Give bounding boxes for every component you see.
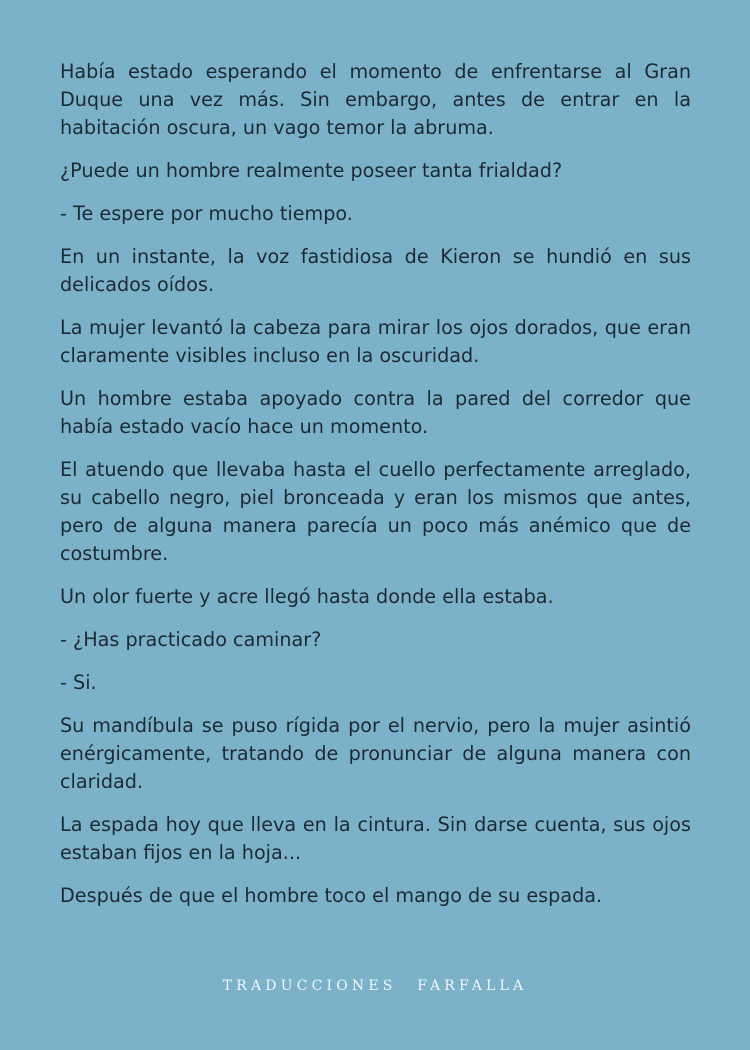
footer-credit: TRADUCCIONES FARFALLA [222,978,528,994]
paragraph: La espada hoy que lleva en la cintura. Sin darse cuenta, sus ojos estaban fijos en la hoja... [60,813,691,864]
dialogue-line: - Si. [60,671,97,694]
paragraph: Su mandíbula se puso rígida por el nervio, pero la mujer asintió enérgicamente, tratando de pronunciar de alguna manera con claridad. [60,714,691,793]
dialogue-line: - Te espere por mucho tiempo. [60,202,353,225]
dialogue-line: - ¿Has practicado caminar? [60,628,322,651]
story-text [60,58,691,925]
paragraph: Un hombre estaba apoyado contra la pared del corredor que había estado vacío hace un momento. [60,387,691,438]
paragraph: Un olor fuerte y acre llegó hasta donde ella estaba. [60,585,554,608]
paragraph: En un instante, la voz fastidiosa de Kieron se hundió en sus delicados oídos. [60,245,691,296]
paragraph: La mujer levantó la cabeza para mirar los ojos dorados, que eran claramente visibles incluso en la oscuridad. [60,316,691,367]
paragraph: Después de que el hombre toco el mango de su espada. [60,884,603,907]
paragraph: Había estado esperando el momento de enfrentarse al Gran Duque una vez más. Sin embargo, antes de entrar en la habitación oscura, un vago temor la abruma. [60,60,691,139]
paragraph: El atuendo que llevaba hasta el cuello perfectamente arreglado, su cabello negro, piel bronceada y eran los mismos que antes, pero de alguna manera parecía un poco más anémico que de costumbre. [60,458,691,565]
paragraph: ¿Puede un hombre realmente poseer tanta frialdad? [60,159,563,182]
